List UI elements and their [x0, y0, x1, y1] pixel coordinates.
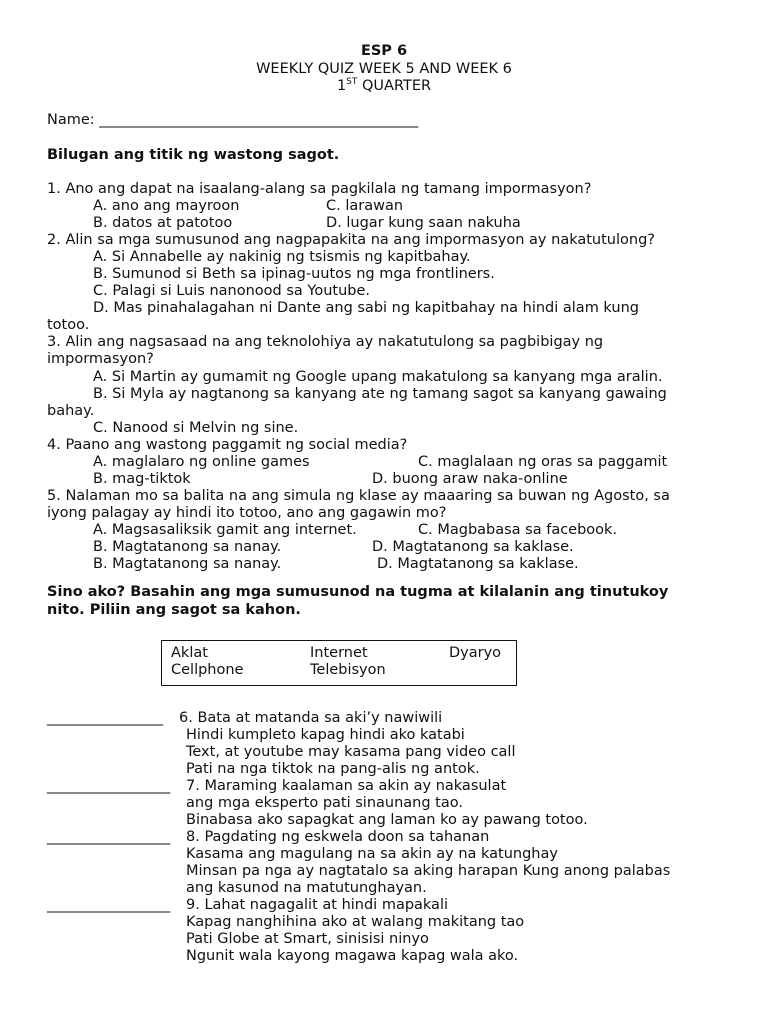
item6-answer-blank[interactable]: ________________ [47, 710, 163, 726]
subject-title: ESP 6 [360, 43, 408, 59]
q1-choice-b[interactable]: B. datos at patotoo [93, 215, 233, 231]
item9-line1: 9. Lahat nagagalit at hindi mapakali [186, 897, 448, 913]
item7-line1: 7. Maraming kaalaman sa akin ay nakasulat [186, 778, 507, 794]
item8-line1: 8. Pagdating ng eskwela doon sa tahanan [186, 829, 490, 845]
q5-choice-d-repeat[interactable]: D. Magtatanong sa kaklase. [377, 556, 579, 572]
item6-line4: Pati na nga tiktok na pang-alis ng antok. [186, 761, 480, 777]
part1-instruction: Bilugan ang titik ng wastong sagot. [47, 147, 340, 163]
choice-aklat: Aklat [171, 645, 208, 661]
q1-choice-a[interactable]: A. ano ang mayroon [93, 198, 240, 214]
choice-internet: Internet [310, 645, 368, 661]
q2-question: 2. Alin sa mga sumusunod ang nagpapakita na ang impormasyon ay nakatutulong? [47, 232, 655, 248]
choice-dyaryo: Dyaryo [449, 645, 502, 661]
q4-choice-b[interactable]: B. mag-tiktok [93, 471, 191, 487]
item8-answer-blank[interactable]: _________________ [47, 829, 171, 845]
quarter-label [0, 78, 768, 95]
q5-question: 5. Nalaman mo sa balita na ang simula ng klase ay maaaring sa buwan ng Agosto, sa [47, 488, 670, 504]
choice-telebisyon: Telebisyon [310, 662, 386, 678]
q4-choice-c[interactable]: C. maglalaan ng oras sa paggamit [418, 454, 668, 470]
q3-choice-b[interactable]: B. Si Myla ay nagtanong sa kanyang ate ng tamang sagot sa kanyang gawaing [93, 386, 667, 402]
item6-line3: Text, at youtube may kasama pang video call [186, 744, 516, 760]
q5-question-cont: iyong palagay ay hindi ito totoo, ano ang gagawin mo? [47, 505, 447, 521]
q3-question: 3. Alin ang nagsasaad na ang teknolohiya ay nakatutulong sa pagbibigay ng [47, 334, 604, 350]
quiz-title: WEEKLY QUIZ WEEK 5 AND WEEK 6 [256, 61, 512, 77]
q4-choice-a[interactable]: A. maglalaro ng online games [93, 454, 310, 470]
q1-choice-c[interactable]: C. larawan [326, 198, 404, 214]
q2-choice-c[interactable]: C. Palagi si Luis nanonood sa Youtube. [93, 283, 371, 299]
q2-choice-d[interactable]: D. Mas pinahalagahan ni Dante ang sabi ng kapitbahay na hindi alam kung [93, 300, 639, 316]
q4-choice-d[interactable]: D. buong araw naka-online [372, 471, 568, 487]
quarter-word: QUARTER [357, 78, 432, 94]
item8-line3: Minsan pa nga ay nagtatalo sa aking harapan Kung anong palabas [186, 863, 671, 879]
q1-question: 1. Ano ang dapat na isaalang-alang sa pagkilala ng tamang impormasyon? [47, 181, 592, 197]
q4-question: 4. Paano ang wastong paggamit ng social media? [47, 437, 408, 453]
q3-question-cont: impormasyon? [47, 351, 154, 367]
part2-instruction: Sino ako? Basahin ang mga sumusunod na tugma at kilalanin ang tinutukoy [47, 584, 669, 600]
q2-choice-a[interactable]: A. Si Annabelle ay nakinig ng tsismis ng kapitbahay. [93, 249, 471, 265]
item9-line4: Ngunit wala kayong magawa kapag wala ako. [186, 948, 519, 964]
item7-line3: Binabasa ako sapagkat ang laman ko ay pawang totoo. [186, 812, 588, 828]
item6-line1: 6. Bata at matanda sa aki’y nawiwili [179, 710, 443, 726]
q5-choice-b[interactable]: B. Magtatanong sa nanay. [93, 539, 282, 555]
item9-answer-blank[interactable]: _________________ [47, 897, 171, 913]
item8-line2: Kasama ang magulang na sa akin ay na katunghay [186, 846, 558, 862]
item8-line4: ang kasunod na matutunghayan. [186, 880, 427, 896]
q2-choice-d-cont: totoo. [47, 317, 90, 333]
q2-choice-b[interactable]: B. Sumunod si Beth sa ipinag-uutos ng mga frontliners. [93, 266, 495, 282]
q5-choice-c[interactable]: C. Magbabasa sa facebook. [418, 522, 618, 538]
item7-line2: ang mga eksperto pati sinaunang tao. [186, 795, 463, 811]
quarter-ordinal: ST [346, 77, 358, 88]
q1-choice-d[interactable]: D. lugar kung saan nakuha [326, 215, 521, 231]
q5-choice-d[interactable]: D. Magtatanong sa kaklase. [372, 539, 574, 555]
name-field-line[interactable]: Name: ____________________________________________ [47, 112, 419, 128]
quarter-number: 1 [336, 78, 347, 94]
choice-cellphone: Cellphone [171, 662, 244, 678]
q5-choice-b-repeat[interactable]: B. Magtatanong sa nanay. [93, 556, 282, 572]
q3-choice-c[interactable]: C. Nanood si Melvin ng sine. [93, 420, 299, 436]
q3-choice-b-cont: bahay. [47, 403, 95, 419]
item9-line3: Pati Globe at Smart, sinisisi ninyo [186, 931, 429, 947]
item7-answer-blank[interactable]: _________________ [47, 778, 171, 794]
q3-choice-a[interactable]: A. Si Martin ay gumamit ng Google upang makatulong sa kanyang mga aralin. [93, 369, 663, 385]
q5-choice-a[interactable]: A. Magsasaliksik gamit ang internet. [93, 522, 357, 538]
part2-instruction-cont: nito. Piliin ang sagot sa kahon. [47, 602, 301, 618]
item6-line2: Hindi kumpleto kapag hindi ako katabi [186, 727, 465, 743]
item9-line2: Kapag nanghihina ako at walang makitang tao [186, 914, 525, 930]
